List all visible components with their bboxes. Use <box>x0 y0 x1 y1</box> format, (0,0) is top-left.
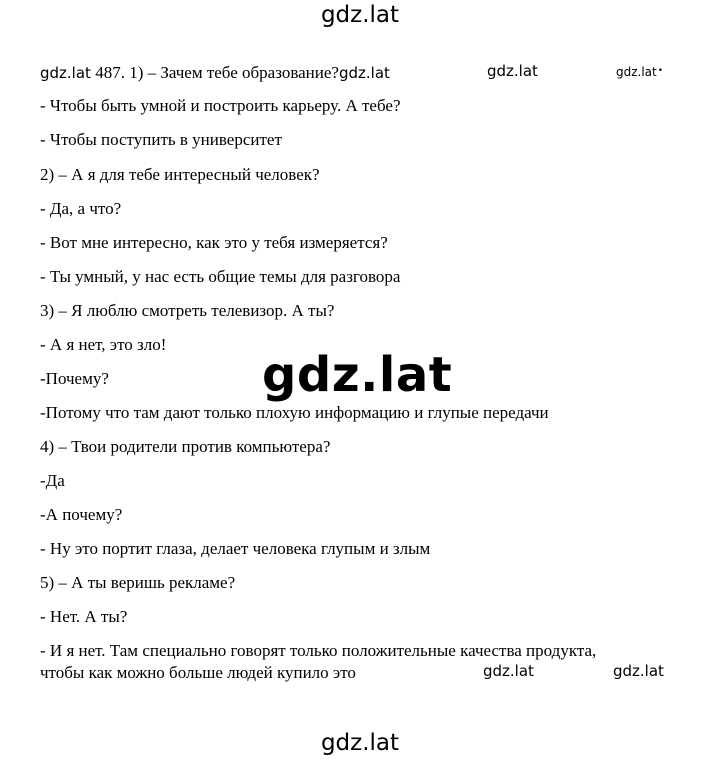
document-line: - Чтобы поступить в университет <box>40 130 282 149</box>
watermark-footer-2: gdz.lat <box>613 662 664 680</box>
document-line: - И я нет. Там специально говорят только положительные качества продукта, <box>40 641 597 660</box>
document-line: 4) – Твои родители против компьютера? <box>40 437 331 456</box>
document-line: -Потому что там дают только плохую информацию и глупые передачи <box>40 403 549 422</box>
document-line: -А почему? <box>40 505 123 524</box>
document-line: -Да <box>40 471 65 490</box>
watermark-bottom: gdz.lat <box>320 730 400 756</box>
document-line: - А я нет, это зло! <box>40 335 167 354</box>
document-line: чтобы как можно больше людей купило это <box>40 663 356 682</box>
watermark-center: gdz.lat <box>262 347 453 403</box>
watermark-header-2: gdz.lat <box>487 62 538 80</box>
document-line-text: 487. 1) – Зачем тебе образование? <box>90 63 339 82</box>
watermark-footer-1: gdz.lat <box>483 662 534 680</box>
inline-watermark: gdz.lat <box>338 64 390 82</box>
watermark-header-3: gdz.lat • <box>616 65 663 79</box>
document-line: - Ну это портит глаза, делает человека глупым и злым <box>40 539 431 558</box>
document-line: - Да, а что? <box>40 199 122 218</box>
document-line: - Чтобы быть умной и построить карьеру. А тебе? <box>40 96 401 115</box>
watermark-top: gdz.lat <box>320 2 400 28</box>
inline-watermark: gdz.lat <box>40 64 91 82</box>
document-line: -Почему? <box>40 369 109 388</box>
document-line: 3) – Я люблю смотреть телевизор. А ты? <box>40 301 335 320</box>
document-line: - Нет. А ты? <box>40 607 128 626</box>
document-first-line <box>40 63 390 83</box>
document-line: 5) – А ты веришь рекламе? <box>40 573 236 592</box>
document-line: 2) – А я для тебе интересный человек? <box>40 165 320 184</box>
document-line: - Вот мне интересно, как это у тебя измеряется? <box>40 233 388 252</box>
document-line: - Ты умный, у нас есть общие темы для разговора <box>40 267 401 286</box>
